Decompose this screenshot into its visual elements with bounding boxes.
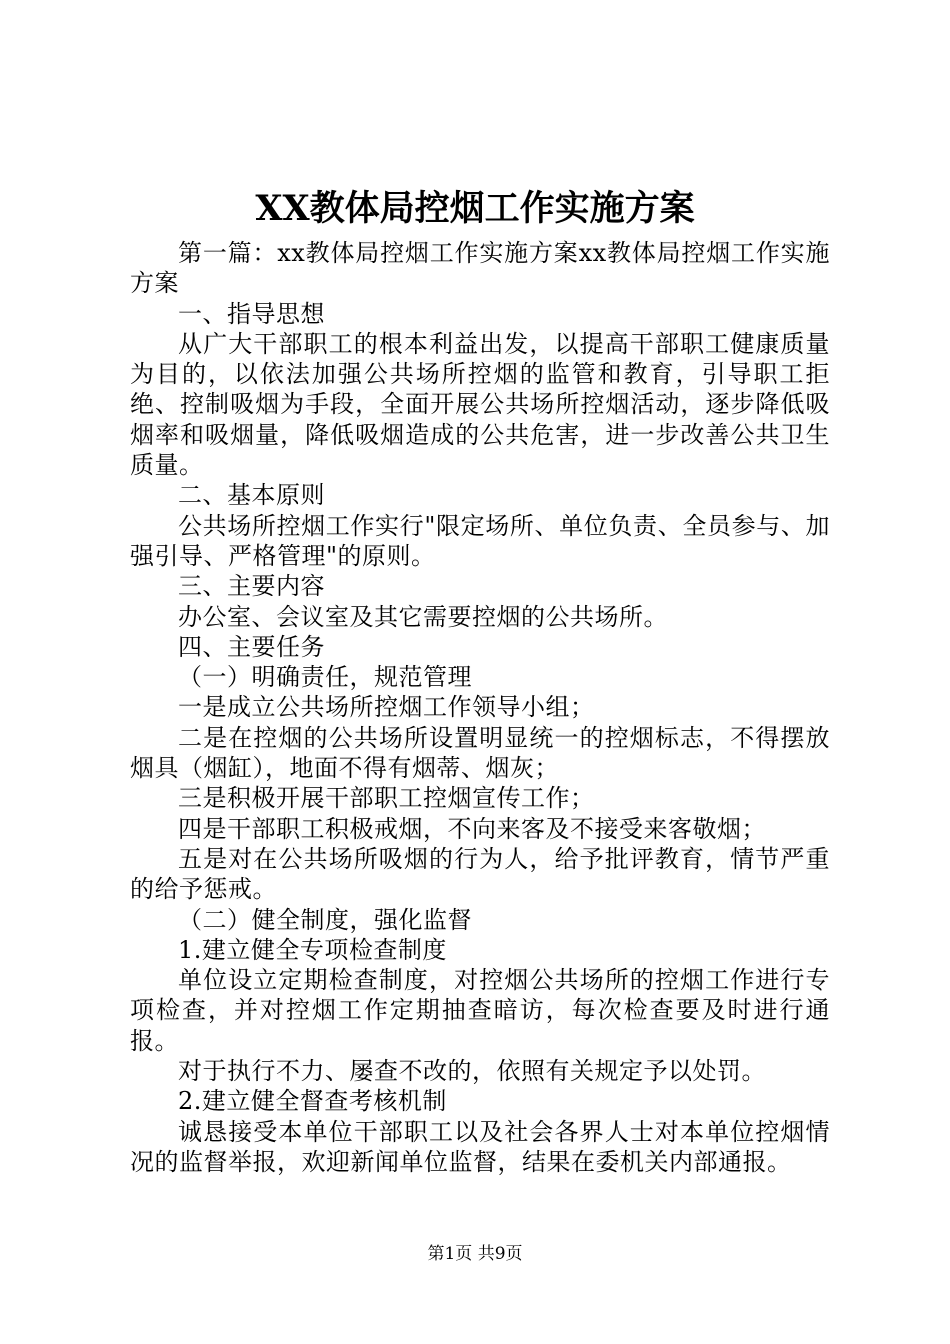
paragraph-penalty: 对于执行不力、屡查不改的，依照有关规定予以处罚。	[178, 1057, 766, 1086]
page-number-footer: 第1页 共9页	[427, 1244, 523, 1264]
heading-main-content: 三、主要内容	[178, 572, 325, 601]
heading-guiding-ideology: 一、指导思想	[178, 299, 325, 328]
subheading-inspection-system: 1.建立健全专项检查制度	[178, 935, 447, 964]
list-item-task-1: 一是成立公共场所控烟工作领导小组；	[178, 693, 595, 722]
subheading-supervision: （二）健全制度，强化监督	[178, 905, 472, 934]
list-item-task-4: 四是干部职工积极戒烟，不向来客及不接受来客敬烟；	[178, 814, 766, 843]
list-item-task-5: 五是对在公共场所吸烟的行为人，给予批评教育，情节严重的给予惩戒。	[130, 844, 830, 904]
subheading-responsibility: （一）明确责任，规范管理	[178, 663, 472, 692]
document-body	[130, 238, 830, 1177]
paragraph-basic-principles: 公共场所控烟工作实行"限定场所、单位负责、全员参与、加强引导、严格管理"的原则。	[130, 511, 830, 570]
paragraph-assessment-mechanism: 诚恳接受本单位干部职工以及社会各界人士对本单位控烟情况的监督举报，欢迎新闻单位监督，结果在委机关内部通报。	[130, 1117, 830, 1176]
paragraph-guiding-ideology: 从广大干部职工的根本利益出发，以提高干部职工健康质量为目的，以依法加强公共场所控烟的监管和教育，引导职工拒绝、控制吸烟为手段，全面开展公共场所控烟活动，逐步降低吸烟率和吸烟量，降低吸烟造成的公共危害，进一步改善公共卫生质量。	[130, 329, 830, 480]
paragraph-intro: 第一篇：xx教体局控烟工作实施方案xx教体局控烟工作实施方案	[130, 239, 830, 298]
paragraph-inspection-system: 单位设立定期检查制度，对控烟公共场所的控烟工作进行专项检查，并对控烟工作定期抽查暗访，每次检查要及时进行通报。	[130, 966, 830, 1055]
document-title: XX教体局控烟工作实施方案	[255, 188, 695, 229]
heading-main-tasks: 四、主要任务	[178, 632, 325, 661]
list-item-task-2: 二是在控烟的公共场所设置明显统一的控烟标志，不得摆放烟具（烟缸），地面不得有烟蒂、烟灰；	[130, 723, 830, 783]
list-item-task-3: 三是积极开展干部职工控烟宣传工作；	[178, 784, 595, 813]
paragraph-main-content: 办公室、会议室及其它需要控烟的公共场所。	[178, 602, 668, 631]
subheading-assessment-mechanism: 2.建立健全督查考核机制	[178, 1087, 447, 1116]
heading-basic-principles: 二、基本原则	[178, 481, 325, 510]
